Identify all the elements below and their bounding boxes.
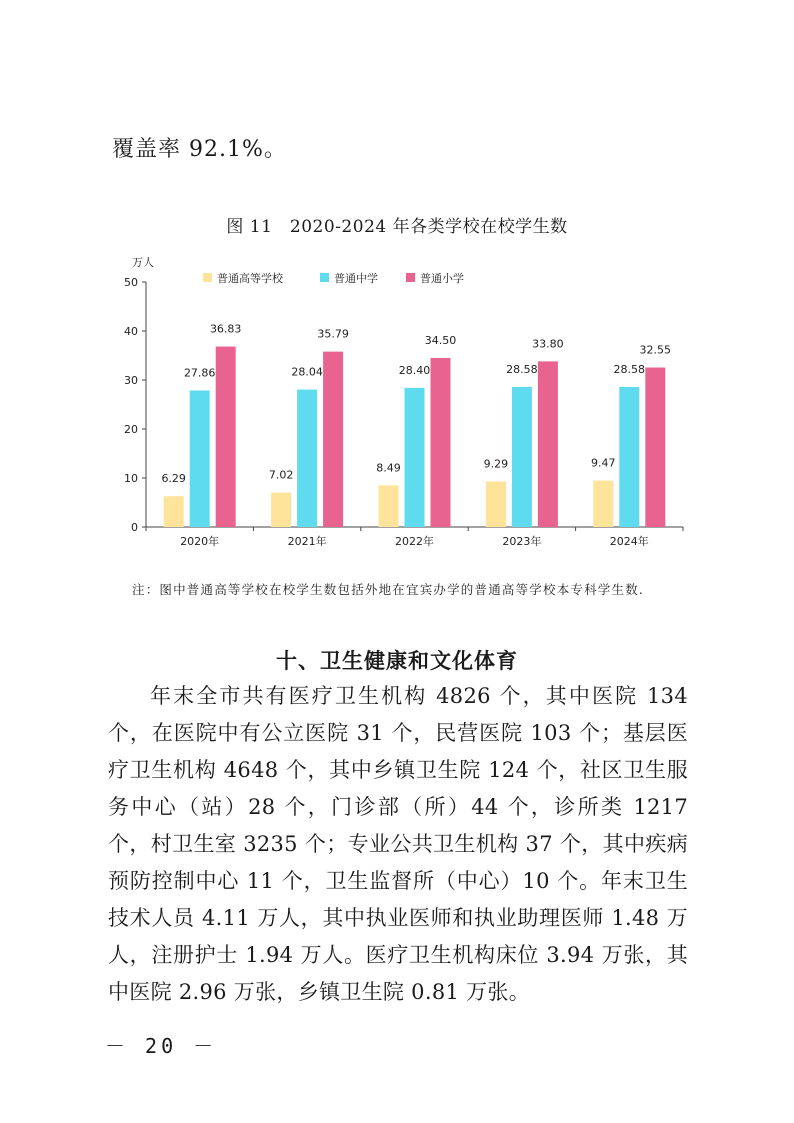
y-tick-label: 20	[124, 423, 138, 436]
chart-note: 注：图中普通高等学校在校学生数包括外地在宜宾办学的普通高等学校本专科学生数.	[132, 582, 645, 597]
section-title: 十、卫生健康和文化体育	[276, 649, 518, 673]
bar	[512, 387, 532, 527]
data-label: 34.50	[424, 333, 457, 347]
data-label: 35.79	[317, 327, 349, 341]
data-label: 27.86	[183, 366, 216, 380]
data-label: 28.04	[291, 365, 323, 379]
bar	[216, 347, 236, 527]
legend-label: 普通高等学校	[217, 272, 283, 285]
figure-title: 图 11 2020-2024 年各类学校在校学生数	[226, 217, 568, 237]
y-tick-label: 30	[124, 374, 138, 387]
data-label: 28.40	[398, 363, 431, 377]
bar	[190, 390, 210, 527]
lead-text: 覆盖率 92.1%。	[112, 137, 287, 162]
chart-svg	[108, 250, 688, 560]
data-label: 9.47	[591, 456, 616, 470]
data-label: 36.83	[209, 322, 242, 336]
data-label: 28.58	[613, 362, 646, 376]
legend-swatch	[320, 273, 329, 282]
legend-label: 普通小学	[420, 272, 464, 285]
body-paragraph: 年末全市共有医疗卫生机构 4826 个，其中医院 134 个，在医院中有公立医院 31 个，民营医院 103 个；基层医疗卫生机构 4648 个，其中乡镇卫生院 124 个，社区卫生服务中心（站）28 个，门诊部（所）44 个，诊所类 1217 个，村卫生室 3235 个；专业公共卫生机构 37 个，其中疾病预防控制中心 11 个，卫生监督所（中心）10 个。年末卫生技术人员 4.11 万人，其中执业医师和执业助理医师 1.48 万人，注册护士 1.94 万人。医疗卫生机构床位 3.94 万张，其中医院 2.96 万张，乡镇卫生院 0.81 万张。	[108, 684, 688, 1004]
bar	[323, 352, 343, 527]
data-label: 9.29	[483, 457, 509, 471]
legend-swatch	[203, 273, 212, 282]
bar	[619, 387, 639, 527]
x-tick-label: 2022年	[395, 535, 434, 548]
bar	[486, 481, 506, 527]
y-tick-label: 0	[131, 521, 138, 534]
y-tick-label: 10	[124, 472, 138, 485]
legend-label: 普通中学	[334, 272, 378, 285]
data-label: 32.55	[639, 343, 672, 357]
page-number: － 20 －	[105, 1034, 218, 1058]
data-label: 8.49	[376, 461, 401, 475]
x-tick-label: 2024年	[609, 535, 649, 548]
data-label: 28.58	[506, 362, 538, 376]
bar	[593, 481, 613, 527]
bar	[271, 493, 291, 527]
data-label: 6.29	[161, 472, 186, 486]
bar	[405, 388, 425, 527]
x-tick-label: 2020年	[180, 535, 220, 548]
y-axis-label: 万人	[132, 256, 154, 269]
data-label: 33.80	[532, 337, 564, 351]
legend-swatch	[406, 273, 415, 282]
x-tick-label: 2021年	[287, 535, 327, 548]
y-tick-label: 40	[124, 325, 138, 338]
bar	[538, 361, 558, 527]
bar	[431, 358, 451, 527]
x-tick-label: 2023年	[502, 535, 542, 548]
bar	[379, 485, 399, 527]
data-label: 7.02	[268, 468, 294, 482]
bar	[164, 496, 184, 527]
bar-chart	[108, 250, 688, 560]
bar	[645, 368, 665, 527]
y-tick-label: 50	[124, 276, 138, 289]
bar	[297, 390, 317, 527]
